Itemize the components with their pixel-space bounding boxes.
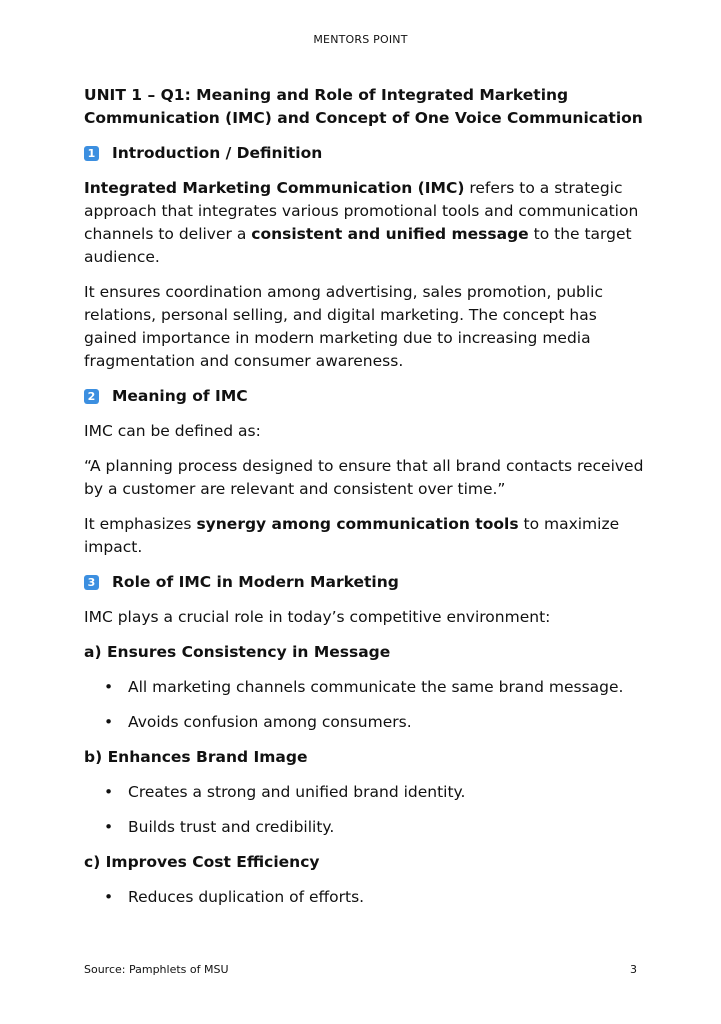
paragraph-text: refers to a strategic approach that integrates various promotional tools and communication channels to deliver a xyxy=(84,179,639,243)
bold-term: Integrated Marketing Communication (IMC) xyxy=(84,179,465,197)
subheading-brand-image: b) Enhances Brand Image xyxy=(84,748,308,766)
paragraph-role-intro: IMC plays a crucial role in today’s competitive environment: xyxy=(84,608,551,626)
list-item-text: All marketing channels communicate the same brand message. xyxy=(128,678,624,696)
bullet-icon: • xyxy=(104,713,114,731)
page-header: MENTORS POINT xyxy=(313,33,408,46)
bullet-list-consistency xyxy=(84,676,644,734)
list-item xyxy=(84,816,644,839)
paragraph-text: to the target audience. xyxy=(84,225,632,266)
number-3-icon: 3 xyxy=(84,575,99,590)
footer-source: Source: Pamphlets of MSU xyxy=(84,963,229,976)
bold-term: consistent and unified message xyxy=(251,225,529,243)
list-item xyxy=(84,711,644,734)
list-item-text: Avoids confusion among consumers. xyxy=(128,713,412,731)
unit-title-line1: UNIT 1 – Q1: Meaning and Role of Integrated Marketing xyxy=(84,86,569,104)
number-1-icon: 1 xyxy=(84,146,99,161)
bullet-icon: • xyxy=(104,783,114,801)
list-item xyxy=(84,886,644,909)
paragraph-defined-as: IMC can be defined as: xyxy=(84,422,261,440)
unit-title xyxy=(84,84,644,130)
bullet-icon: • xyxy=(104,678,114,696)
paragraph-coordination: It ensures coordination among advertising, sales promotion, public relations, personal selling, and digital marketing. The concept has gained importance in modern marketing due to increasing media fragmentation and consumer awareness. xyxy=(84,283,603,370)
subheading-cost-efficiency: c) Improves Cost Efficiency xyxy=(84,853,320,871)
list-item-text: Reduces duplication of efforts. xyxy=(128,888,365,906)
bullet-list-cost-efficiency xyxy=(84,886,644,909)
section-heading-label: Role of IMC in Modern Marketing xyxy=(112,573,399,591)
bold-term: synergy among communication tools xyxy=(196,515,519,533)
paragraph-text: to maximize impact. xyxy=(84,515,620,556)
section-heading-label: Meaning of IMC xyxy=(112,387,248,405)
list-item-text: Builds trust and credibility. xyxy=(128,818,335,836)
list-item-text: Creates a strong and unified brand identity. xyxy=(128,783,466,801)
bullet-icon: • xyxy=(104,818,114,836)
bullet-icon: • xyxy=(104,888,114,906)
page-number: 3 xyxy=(630,963,637,976)
list-item xyxy=(84,676,644,699)
section-heading-label: Introduction / Definition xyxy=(112,144,323,162)
document-body xyxy=(84,84,644,921)
list-item xyxy=(84,781,644,804)
paragraph-text: It emphasizes xyxy=(84,515,197,533)
paragraph-synergy xyxy=(84,513,644,559)
section-heading-role xyxy=(84,571,644,594)
section-heading-introduction xyxy=(84,142,644,165)
number-2-icon: 2 xyxy=(84,389,99,404)
paragraph-quote: “A planning process designed to ensure that all brand contacts received by a customer are relevant and consistent over time.” xyxy=(84,457,644,498)
paragraph-definition xyxy=(84,177,644,269)
unit-title-line2: Communication (IMC) and Concept of One Voice Communication xyxy=(84,109,643,127)
bullet-list-brand-image xyxy=(84,781,644,839)
subheading-consistency: a) Ensures Consistency in Message xyxy=(84,643,391,661)
section-heading-meaning xyxy=(84,385,644,408)
